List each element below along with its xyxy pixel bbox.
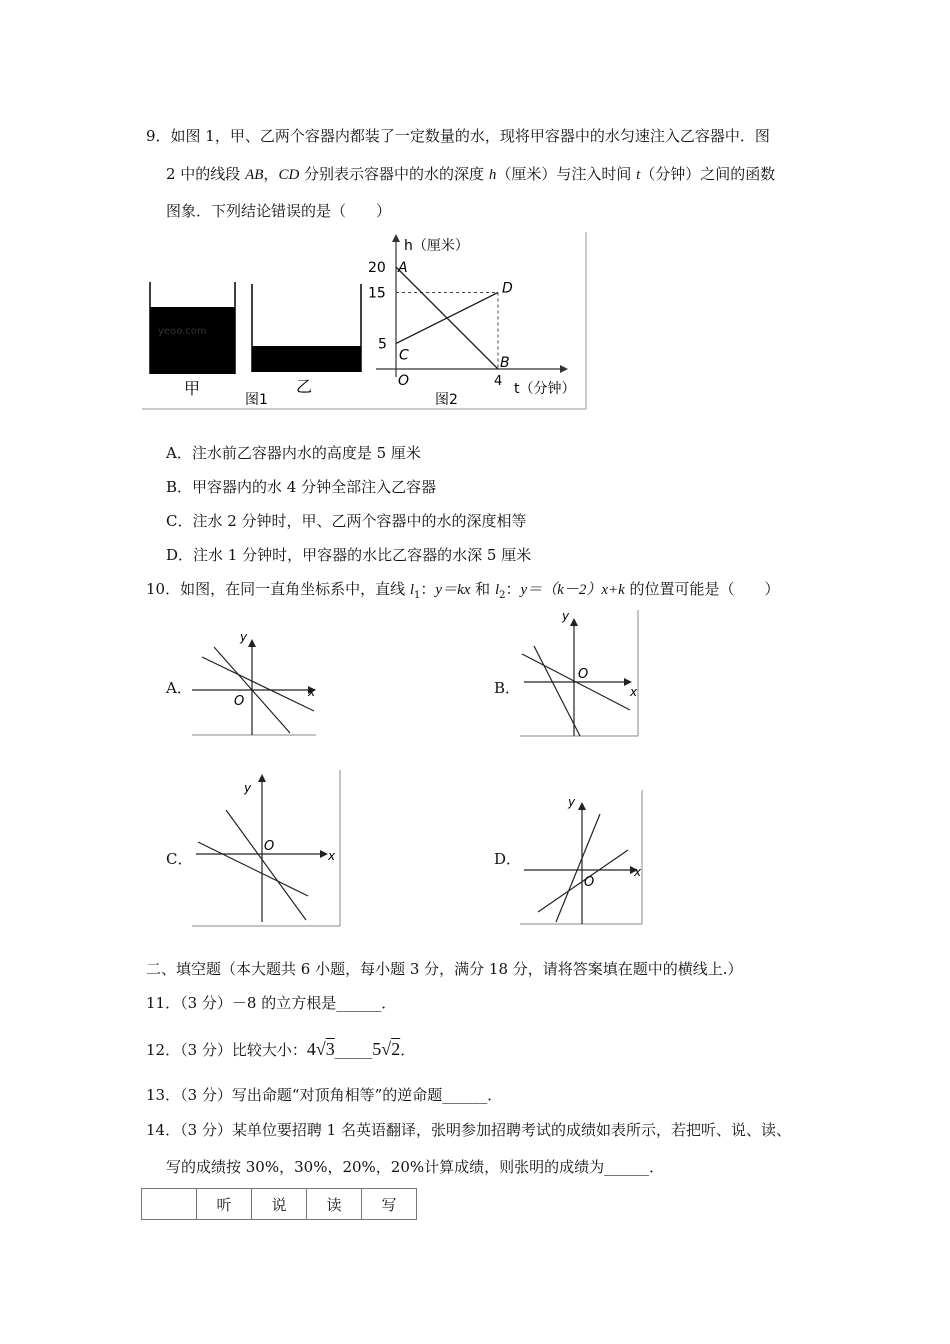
watermark: yeoo.com — [158, 326, 207, 337]
q9-option-d: D．注水 1 分钟时，甲容器的水比乙容器的水深 5 厘米 — [166, 546, 532, 564]
x-axis-arrow — [560, 365, 568, 373]
q12: 12．（3 分）比较大小：4√3_____5√2． — [146, 1039, 416, 1059]
table-cell: 说 — [252, 1189, 307, 1220]
origin-label: O — [578, 667, 589, 682]
q10-label-a: A． — [166, 679, 192, 697]
table-row — [142, 1189, 417, 1220]
graph-fig2 — [368, 234, 576, 397]
q10-label-d: D． — [494, 850, 522, 868]
section2-heading: 二、填空题（本大题共 6 小题，每小题 3 分，满分 18 分，请将答案填在题中的横线上.） — [146, 960, 743, 978]
caption-fig1: 图1 — [245, 392, 268, 408]
axis-x-label: x — [308, 685, 316, 699]
q9-line2: 2 中的线段 AB，CD 分别表示容器中的水的深度 h（厘米）与注入时间 t（分钟）之间的函数 — [166, 165, 776, 183]
origin-label: O — [264, 839, 275, 854]
q9-option-c: C．注水 2 分钟时，甲、乙两个容器中的水的深度相等 — [166, 512, 527, 530]
y-axis-label: h（厘米） — [404, 238, 469, 254]
q10-graph-c — [192, 770, 344, 928]
axis-y-label: y — [568, 795, 576, 809]
q10-stem: 10．如图，在同一直角坐标系中，直线 $l_1$：y＝kx 和 $l_2$：y＝（k－2）x+k 的位置可能是（ ） — [146, 580, 780, 601]
tick-label: 4 — [494, 374, 503, 389]
axis-x-label: x — [634, 865, 642, 879]
q9-line3: 图象．下列结论错误的是（ ） — [166, 202, 392, 220]
origin-label: O — [234, 694, 245, 709]
point-o: O — [398, 373, 410, 389]
axis-y-label: y — [562, 610, 570, 623]
caption-fig2: 图2 — [435, 392, 458, 408]
q10-graph-b — [520, 610, 642, 738]
point-d: D — [502, 280, 513, 297]
q9-option-b: B．甲容器内的水 4 分钟全部注入乙容器 — [166, 478, 437, 496]
point-a: A — [398, 260, 408, 276]
container-yi — [252, 284, 361, 396]
q11: 11．（3 分）－8 的立方根是______． — [146, 994, 397, 1012]
q9-line1: 9．如图 1，甲、乙两个容器内都装了一定数量的水，现将甲容器中的水匀速注入乙容器中．图 — [146, 127, 770, 145]
q14-line2: 写的成绩按 30%，30%，20%，20%计算成绩，则张明的成绩为______． — [166, 1158, 665, 1176]
y-axis-arrow — [392, 234, 400, 242]
table-cell: 写 — [362, 1189, 417, 1220]
q14-line1: 14．（3 分）某单位要招聘 1 名英语翻译，张明参加招聘考试的成绩如表所示，若把听、说、读、 — [146, 1121, 791, 1139]
table-cell: 读 — [307, 1189, 362, 1220]
point-c: C — [399, 347, 409, 364]
q10-label-c: C． — [166, 850, 193, 868]
q10-graph-a — [192, 625, 317, 737]
origin-label: O — [584, 875, 595, 890]
label-jia: 甲 — [184, 379, 201, 398]
tick-label: 15 — [368, 285, 386, 302]
q10-label-b: B． — [494, 679, 521, 697]
axis-x-label: x — [328, 849, 336, 863]
label-yi: 乙 — [296, 377, 313, 396]
x-axis-label: t（分钟） — [514, 381, 576, 397]
q9-figure — [142, 232, 588, 410]
table-cell — [142, 1189, 197, 1220]
q14-score-table — [141, 1188, 417, 1220]
axis-y-label: y — [240, 630, 248, 644]
q13: 13．（3 分）写出命题“对顶角相等”的逆命题______． — [146, 1086, 503, 1104]
series-cd — [396, 293, 498, 344]
axis-x-label: x — [630, 685, 638, 699]
point-b: B — [500, 355, 510, 371]
table-cell: 听 — [197, 1189, 252, 1220]
axis-y-label: y — [244, 781, 252, 795]
tick-label: 20 — [368, 260, 386, 276]
q9-option-a: A．注水前乙容器内水的高度是 5 厘米 — [166, 444, 421, 462]
container-jia — [150, 282, 235, 398]
q10-graph-d — [520, 790, 646, 928]
tick-label: 5 — [378, 336, 387, 353]
